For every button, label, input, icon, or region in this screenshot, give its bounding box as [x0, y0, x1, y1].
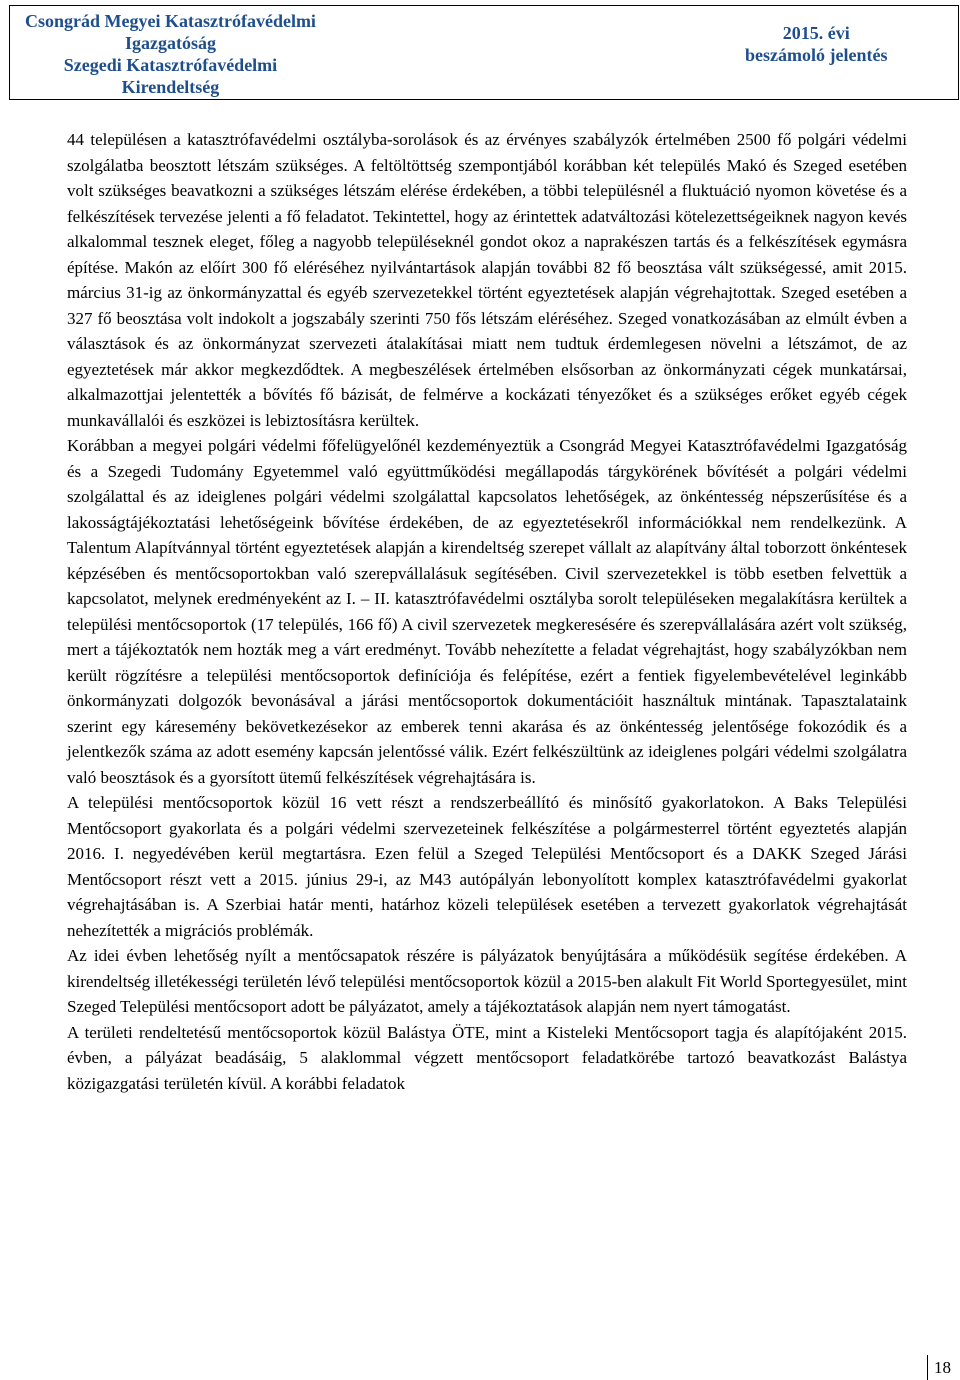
page-number: 18 — [934, 1358, 951, 1377]
paragraph: A települési mentőcsoportok közül 16 vett részt a rendszerbeállító és minősítő gyakorlatokon. A Baks Települési Mentőcsoport gyakorlata és a polgári védelmi szervezeteinek felkészítése a polgármesterrel történt egyeztetés alapján 2016. I. negyedévében kerül megtartásra. Ezen felül a Szeged Települési Mentőcsoport és a DAKK Szeged Járási Mentőcsoport részt vett a 2015. június 29-i, az M43 autópályán lebonyolított komplex katasztrófavédelmi gyakorlat végrehajtásában is. A Szerbiai határ menti, határhoz közeli települések esetében a tervezett gyakorlatok végrehajtását nehezítették a migrációs problémák. — [67, 793, 907, 940]
header-org-line-1: Csongrád Megyei Katasztrófavédelmi — [25, 11, 316, 31]
header-report-title — [745, 22, 887, 66]
page-number-divider — [927, 1355, 928, 1380]
page-header — [9, 5, 959, 100]
header-report-name: beszámoló jelentés — [745, 45, 888, 65]
paragraph: Korábban a megyei polgári védelmi főfelügyelőnél kezdeményeztük a Csongrád Megyei Katasztrófavédelmi Igazgatóság és a Szegedi Tudomány Egyetemmel való együttműködési megállapodás tárgykörének bővítését a polgári védelmi szolgálattal és az ideiglenes polgári védelmi szolgálattal kapcsolatos lehetőségek, az önkéntesség népszerűsítése és a lakosságtájékoztatási lehetőségeink bővítése érdekében, de az egyeztetésekről információkkal nem rendelkezünk. A Talentum Alapítvánnyal történt egyeztetések alapján a kirendeltség szerepet vállalt az alapítvány által toborzott önkéntesek képzésében és mentőcsoportokban való szerepvállalásuk segítésében. Civil szervezetekkel is több esetben felvettük a kapcsolatot, melynek eredményeként az I. – II. katasztrófavédelmi osztályba sorolt településeken megalakításra kerültek a települési mentőcsoportok (17 település, 166 fő) A civil szervezetek megkeresésére és szerepvállalására azért volt szükség, mert a tájékoztatók nem hozták meg a várt eredményt. Tovább nehezítette a feladat végrehajtást, hogy szabályzókban nem került rögzítésre a települési mentőcsoportok definíciója és felépítése, ezért a fentiek figyelembevételével leginkább önkormányzati dolgozók bevonásával a járási mentőcsoportok dokumentációit használtuk mintának. Tapasztalataink szerint egy káresemény bekövetkezésekor az emberek tenni akarása és az önkéntesség jelentősége fokozódik és a jelentkezők száma az adott esemény kapcsán jelentőssé válik. Ezért felkészültünk az ideiglenes polgári védelmi szolgálatra való beosztások és a gyorsított ütemű felkészítések végrehajtására is. — [67, 436, 907, 787]
header-report-year: 2015. évi — [782, 23, 850, 43]
paragraph: 44 településen a katasztrófavédelmi osztályba-sorolások és az érvényes szabályzók értelmében 2500 fő polgári védelmi szolgálatba beosztott létszám szükséges. A feltöltöttség szempontjából korábban két település Makó és Szeged esetében volt szükséges beavatkozni a szükséges létszám elérése érdekében, a többi településnél a fluktuáció nyomon követése és a felkészítések tervezése jelenti a fő feladatot. Tekintettel, hogy az érintettek adatváltozási kötelezettségeiknek nagyon kevés alkalommal tesznek eleget, főleg a nagyobb településeknél gondot okoz a naprakészen tartás és a felkészítések egymásra építése. Makón az előírt 300 fő eléréséhez nyilvántartások alapján további 82 fő beosztása vált szükségessé, amit 2015. március 31-ig az önkormányzattal és egyéb szervezetekkel történt egyeztetések alapján végrehajtottak. Szeged esetében a 327 fő beosztása volt indokolt a jogszabály szerinti 750 fős létszám eléréséhez. Szeged vonatkozásában az elmúlt évben a választások és az önkormányzat szervezeti átalakításai miatt nem tudtuk érdemlegesen növelni a létszámot, de az egyeztetések már akkor megkezdődtek. A megbeszélések értelmében elsősorban az önkormányzati cégek munkatársai, alkalmazottjai jelentették a bővítés fő bázisát, de felmérve a kockázati tényezőket és a szükséges erőket egyéb cégek munkavállalói és eszközei is lebiztosításra kerültek. — [67, 130, 907, 430]
paragraph: A területi rendeltetésű mentőcsoportok közül Balástya ÖTE, mint a Kisteleki Mentőcsoport tagja és alapítójaként 2015. évben, a pályázat beadásáig, 5 alaklommal végzett mentőcsoport feladatkörébe tartozó beavatkozást Balástya közigazgatási területén kívül. A korábbi feladatok — [67, 1022, 907, 1093]
header-org-line-2: Igazgatóság — [124, 33, 216, 53]
header-organization — [25, 10, 316, 98]
header-org-line-4: Kirendeltség — [121, 77, 220, 97]
header-org-line-3: Szegedi Katasztrófavédelmi — [63, 55, 278, 75]
body-text — [67, 127, 907, 1096]
paragraph: Az idei évben lehetőség nyílt a mentőcsapatok részére is pályázatok benyújtására a működésük segítése érdekében. A kirendeltség illetékességi területén lévő települési mentőcsoportok közül a 2015-ben alakult Fit World Sportegyesület, mint Szeged Települési mentőcsoport adott be pályázatot, amely a tájékoztatások alapján nem nyert támogatást. — [67, 946, 907, 1016]
